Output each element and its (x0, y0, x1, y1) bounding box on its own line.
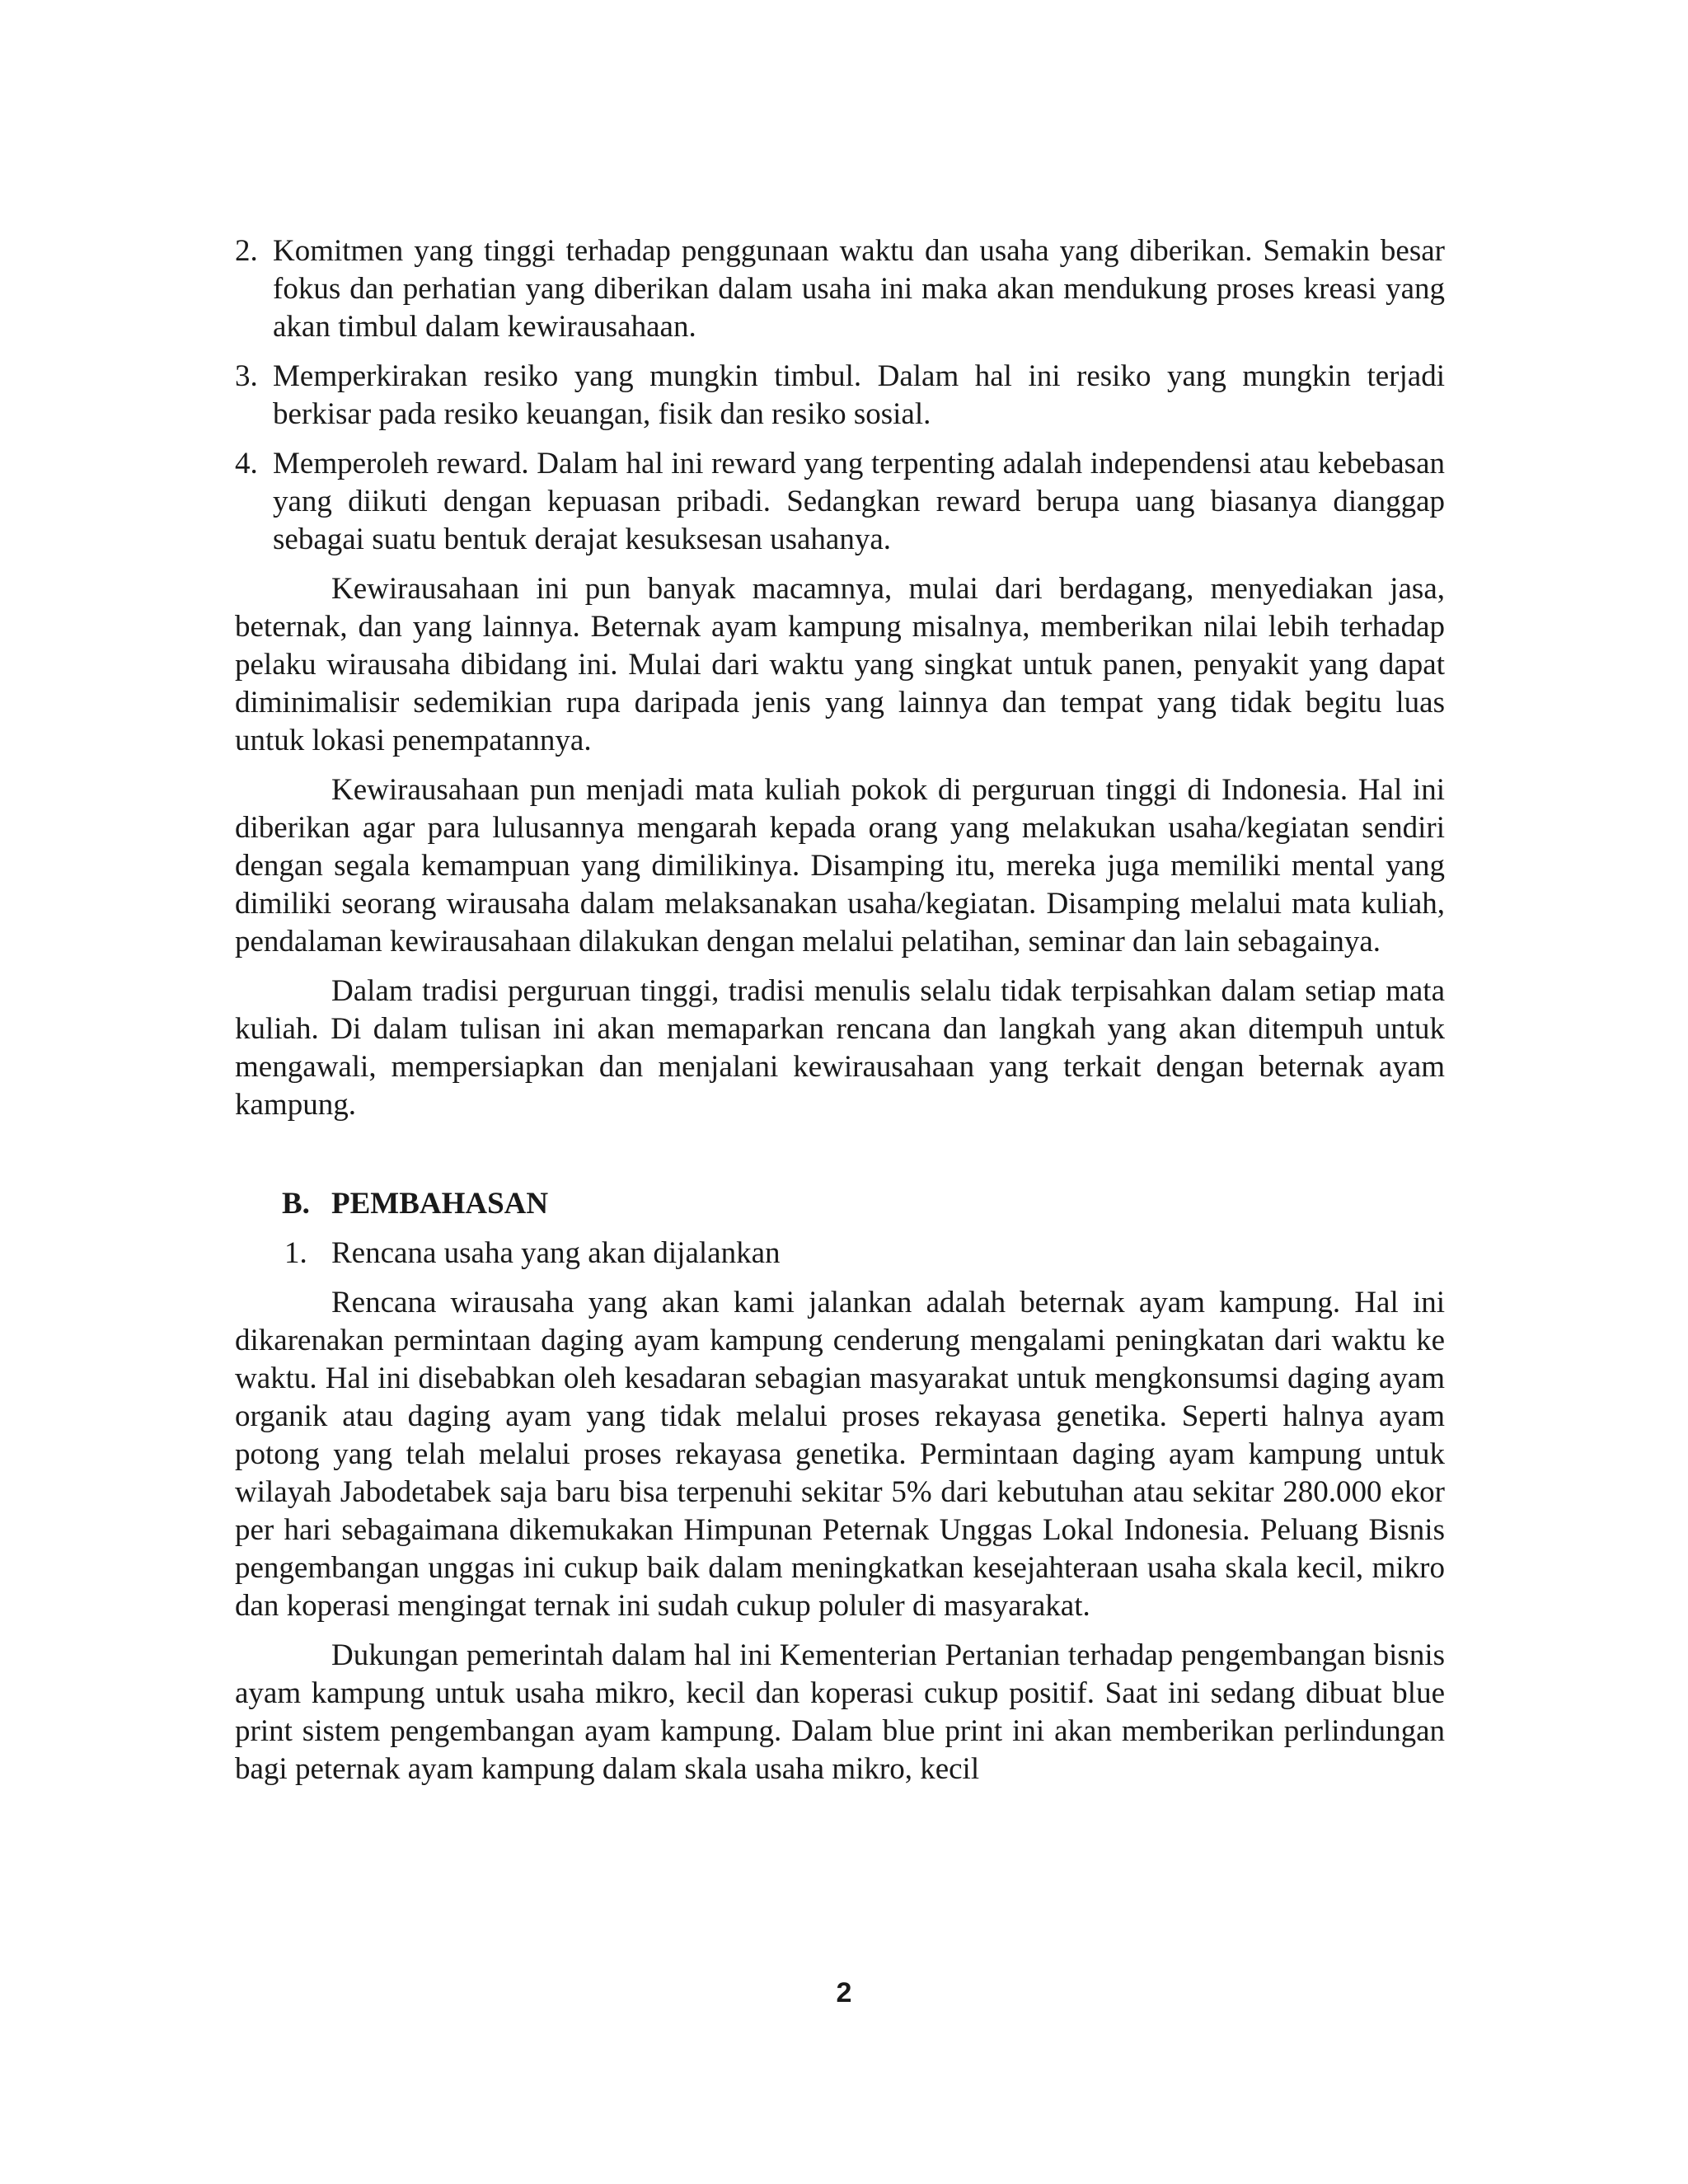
paragraph: Dalam tradisi perguruan tinggi, tradisi menulis selalu tidak terpisahkan dalam setiap mata kuliah. Di dalam tulisan ini akan memaparkan rencana dan langkah yang akan ditempuh untuk mengawali, mempersiapkan dan menjalani kewirausahaan yang terkait dengan beternak ayam kampung. (235, 974, 1445, 1122)
list-item (235, 445, 1445, 559)
section-heading (235, 1185, 1445, 1223)
section-title: PEMBAHASAN (331, 1187, 549, 1221)
list-number: 2. (235, 234, 258, 268)
section-spacer (235, 1136, 1445, 1185)
page-number: 2 (836, 1977, 852, 2008)
paragraph: Kewirausahaan ini pun banyak macamnya, mulai dari berdagang, menyediakan jasa, beternak, dan yang lainnya. Beternak ayam kampung misalnya, memberikan nilai lebih terhadap pelaku wirausaha dibidang ini. Mulai dari waktu yang singkat untuk panen, penyakit yang dapat diminimalisir sedemikian rupa daripada jenis yang lainnya dan tempat yang tidak begitu luas untuk lokasi penempatannya. (235, 572, 1445, 757)
list-item-text: Komitmen yang tinggi terhadap penggunaan waktu dan usaha yang diberikan. Semakin besar fokus dan perhatian yang diberikan dalam usaha ini maka akan mendukung proses kreasi yang akan timbul dalam kewirausahaan. (273, 234, 1445, 344)
paragraph: Kewirausahaan pun menjadi mata kuliah pokok di perguruan tinggi di Indonesia. Hal ini diberikan agar para lulusannya mengarah kepada orang yang melakukan usaha/kegiatan sendiri dengan segala kemampuan yang dimilikinya. Disamping itu, mereka juga memiliki mental yang dimiliki seorang wirausaha dalam melaksanakan usaha/kegiatan. Disamping melalui mata kuliah, pendalaman kewirausahaan dilakukan dengan melalui pelatihan, seminar dan lain sebagainya. (235, 773, 1445, 958)
list-number: 4. (235, 447, 258, 480)
list-item-text: Memperoleh reward. Dalam hal ini reward yang terpenting adalah independensi atau kebebasan yang diikuti dengan kepuasan pribadi. Sedangkan reward berupa uang biasanya dianggap sebagai suatu bentuk derajat kesuksesan usahanya. (273, 447, 1445, 556)
subsection-title: Rencana usaha yang akan dijalankan (331, 1236, 781, 1270)
section-number: B. (282, 1187, 310, 1221)
list-item (235, 232, 1445, 346)
list-number: 3. (235, 359, 258, 393)
paragraph: Rencana wirausaha yang akan kami jalankan adalah beternak ayam kampung. Hal ini dikarenakan permintaan daging ayam kampung cenderung mengalami peningkatan dari waktu ke waktu. Hal ini disebabkan oleh kesadaran sebagian masyarakat untuk mengkonsumsi daging ayam organik atau daging ayam yang tidak melalui proses rekayasa genetika. Seperti halnya ayam potong yang telah melalui proses rekayasa genetika. Permintaan daging ayam kampung untuk wilayah Jabodetabek saja baru bisa terpenuhi sekitar 5% dari kebutuhan atau sekitar 280.000 ekor per hari sebagaimana dikemukakan Himpunan Peternak Unggas Lokal Indonesia. Peluang Bisnis pengembangan unggas ini cukup baik dalam meningkatkan kesejahteraan usaha skala kecil, mikro dan koperasi mengingat ternak ini sudah cukup poluler di masyarakat. (235, 1286, 1445, 1623)
paragraph: Dukungan pemerintah dalam hal ini Kementerian Pertanian terhadap pengembangan bisnis ayam kampung untuk usaha mikro, kecil dan koperasi cukup positif. Saat ini sedang dibuat blue print sistem pengembangan ayam kampung. Dalam blue print ini akan memberikan perlindungan bagi peternak ayam kampung dalam skala usaha mikro, kecil (235, 1638, 1445, 1786)
subsection-number: 1. (284, 1236, 307, 1270)
list-item-text: Memperkirakan resiko yang mungkin timbul. Dalam hal ini resiko yang mungkin terjadi berkisar pada resiko keuangan, fisik dan resiko sosial. (273, 359, 1445, 431)
document-page (235, 232, 1445, 1800)
list-item (235, 358, 1445, 434)
subsection-heading (235, 1235, 1445, 1272)
